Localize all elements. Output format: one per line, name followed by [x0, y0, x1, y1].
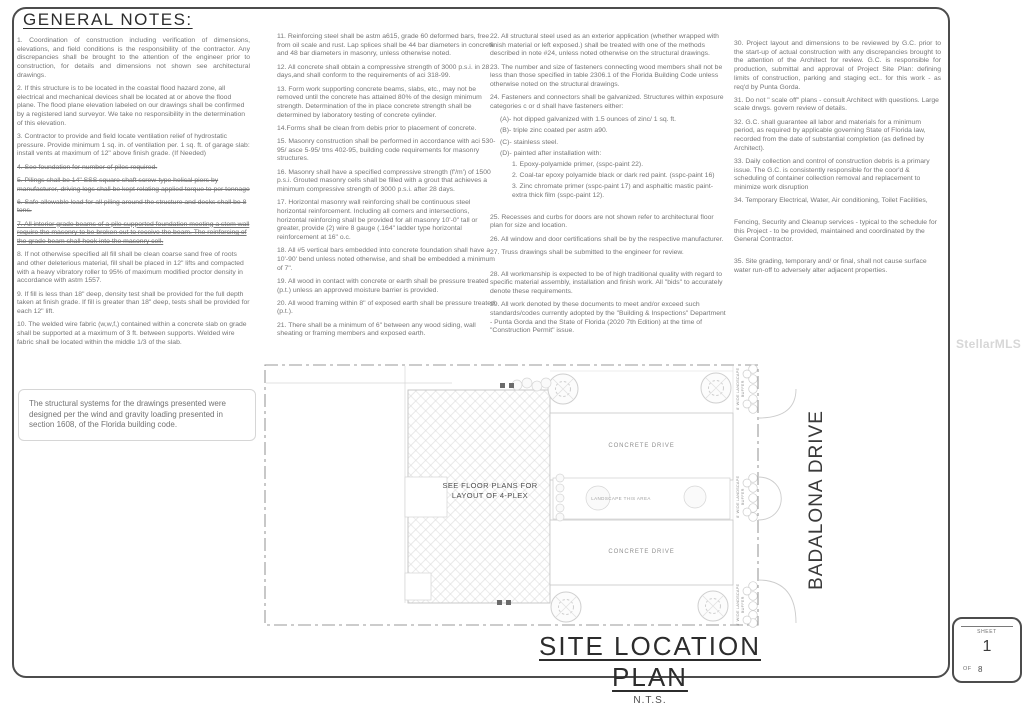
general-note: 2. If this structure is to be located in the coastal flood hazard zone, all electrical and mechanical devices shall be located at or above the flood plane. The flood plane elevation labeled on our drawings shall be confirmed by a registered land surveyor. We take no responsibility in the determination of this elevation. — [17, 85, 246, 127]
general-note: 1. Coordination of construction including verification of dimensions, elevations, and field conditions is the responsibility of the contractor. Any discrepancies shall be brought to the attention of the engineer prior to construction, for details and dimensions not shown see architectural drawings. — [17, 37, 250, 79]
general-note: 25. Recesses and curbs for doors are not shown refer to architectural floor plan for size and location. — [490, 213, 714, 230]
structural-systems-note: The structural systems for the drawings presented were designed per the wind and gravity loading presented in section 1608, of the Florida building code. — [18, 389, 256, 441]
general-note: 28. All workmanship is expected to be of high traditional quality with regard to specific material assembly, installation and finish work. All "bids" to accurately denote these requirements. — [490, 270, 723, 295]
general-note: (B)- triple zinc coated per astm a90. — [500, 127, 608, 135]
general-note: 18. All #5 vertical bars embedded into concrete foundation shall have a 10'-90' bend unless noted otherwise, and shall be embedded a minimum of 7". — [277, 247, 495, 272]
general-note: 3. Contractor to provide and field locate ventilation relief of hydrostatic pressure. Provide minimum 1 sq. in. of ventilation per. 1 sq. ft. of garage slab: install vents at maximum of 12" above finish grade. (If Needed) — [17, 133, 250, 158]
general-note: 32. G.C. shall guarantee all labor and materials for a minimum period, as required by applicable governing State of Florida law, recorded from the date of substantial completion (as defined by Architect). — [734, 118, 926, 152]
general-note: 31. Do not " scale off" plans - consult Architect with questions. Large scale drwgs. govern review of details. — [734, 96, 939, 113]
general-note: 16. Masonry shall have a specified compressive strength (f'/m') of 1500 p.s.i. Grouted masonry cells shall be filled with a grout that achieves a minimum compressive strength of 3000 p.s.i. after 28 days. — [277, 168, 491, 194]
street-name-label: BADALONA DRIVE — [806, 410, 827, 590]
sheet-total: 8 — [978, 665, 983, 674]
general-note: 2. Coal-tar epoxy polyamide black or dark red paint. (sspc-paint 16) — [512, 172, 715, 180]
general-note: 22. All structural steel used as an exterior application (whether wrapped with finish material or left exposed.) shall be treated with one of the methods described in note #24, unless noted otherwise on the structural drawings. — [490, 33, 719, 58]
building-label: SEE FLOOR PLANS FOR LAYOUT OF 4-PLEX — [442, 481, 538, 500]
general-note: 26. All window and door certifications shall be by the respective manufacturer. — [490, 235, 724, 243]
concrete-drive-label-bottom: CONCRETE DRIVE — [608, 549, 675, 555]
general-note: 5. Pilings shall be 14" SSS square shaft screw-type helical piers by manufacturer, driving logs shall be kept relating applied torque to per tonnage — [17, 176, 250, 193]
general-note: 21. There shall be a minimum of 6" between any wood siding, wall sheating or framing members and exposed earth. — [277, 321, 476, 338]
sheet-number: 1 — [982, 638, 992, 655]
general-note: 9. If fill is less than 18" deep, density test shall be provided for the full depth taken at finish grade. If fill is greater than 18" deep, tests shall be provided for each 12" lift. — [17, 290, 250, 315]
general-note: 8. If not otherwise specified all fill shall be clean coarse sand free of roots and other deleterious material, fill shall be placed in 12" lifts and compacted with a heavy vibratory roller to 95% of maximum modified proctor density in accordance with astm 1557. — [17, 251, 244, 285]
general-note: 4. See foundation for number of piles required. — [17, 163, 158, 171]
general-note: 14.Forms shall be clean from debis prior to placement of concrete. — [277, 124, 477, 132]
general-note: 29. All work denoted by these documents to meet and/or exceed such standards/codes currently adopted by the "Building & Inspections" Department - Punta Gorda and the State of Florida (2020 7th Edition) at the time of "Construction Permit" issue. — [490, 301, 726, 335]
general-note: Fencing, Security and Cleanup services - typical to the schedule for this Project - to be provided, maintained and coordinated by the General Contractor. — [734, 218, 937, 244]
landscape-buffer-label-bottom: 8' WIDE LANDSCAPE BUFFER — [735, 583, 745, 626]
general-note: 6. Safe allowable load for all piling around the structure and decks shall be 8 tons. — [17, 198, 247, 215]
general-note: 11. Reinforcing steel shall be astm a615, grade 60 deformed bars, free from oil scale and rust. Lap splices shall be 44 bar diameters in concrete and 48 bar diameters in masonry, unless otherwise noted. — [277, 33, 495, 58]
landscape-buffer-label-middle: 8' WIDE LANDSCAPE BUFFER — [735, 475, 745, 518]
general-notes-title: GENERAL NOTES: — [23, 10, 193, 29]
general-note: 15. Masonry construction shall be performed in accordance with aci 530-95/ asce 5-95/ tms 402-95, building code requirements for masonry structures. — [277, 138, 496, 163]
sheet-number-box — [952, 617, 1022, 683]
notes-column-4 — [734, 40, 941, 280]
general-note: 34. Temporary Electrical, Water, Air conditioning, Toilet Facilities, — [734, 197, 928, 205]
sheet-label: SHEET — [977, 629, 997, 635]
general-note: 19. All wood in contact with concrete or earth shall be pressure treated (p.t.) unless an approved moisture barrier is provided. — [277, 277, 489, 294]
general-note: 30. Project layout and dimensions to be reviewed by G.C. prior to the start-up of actual construction with any discrepancies brought to the attention of the Architect for review. G.C. is responsible for production, submittal and approval of Project Site Plan: defining limits of construction, parking and staging ect.. for this work - as req'd by Punta Gorda. — [734, 40, 941, 91]
general-note: 1. Epoxy-polyamide primer, (sspc-paint 22). — [512, 160, 644, 168]
general-note: 35. Site grading, temporary and/ or final, shall not cause surface water run-off to adversely alter adjacent properties. — [734, 258, 927, 274]
general-note: (D)- painted after installation with: — [500, 149, 602, 157]
sheet-box-rule — [961, 626, 1013, 627]
landscape-buffer-label-top: 8' WIDE LANDSCAPE BUFFER — [735, 367, 745, 410]
plan-title-block — [498, 631, 802, 706]
general-note: 10. The welded wire fabric (w,w,f,) contained within a concrete slab on grade shall be supported at a maximum of 3 ft. between supports. Welded wire fabric shall be located within the middle 1/3 of the slab. — [17, 321, 247, 346]
general-note: 24. Fasteners and connectors shall be galvanized. Structures within exposure categories c or d shall have fasteners either: — [490, 94, 724, 110]
notes-column-1 — [17, 37, 250, 352]
plan-scale-label: N.T.S. — [633, 695, 667, 706]
general-note: 27. Truss drawings shall be submitted to the engineer for review. — [490, 248, 684, 256]
general-note: 33. Daily collection and control of construction debris is a primary issue. The G.C. is consistently responsible for the coor'd & scheduling of container collection removal and replacement to minimize work disruption — [734, 157, 930, 192]
general-note: 23. The number and size of fasteners connecting wood members shall not be less than those specified in table 2306.1 of the Florida Building Code unless otherwise noted on the structural drawings. — [490, 63, 723, 89]
site-plan-title: SITE LOCATION PLAN — [539, 631, 761, 692]
general-note: (A)- hot dipped galvanized with 1.5 ounces of zinc/ 1 sq. ft. — [500, 116, 677, 124]
concrete-drive-label-top: CONCRETE DRIVE — [608, 443, 675, 449]
mls-watermark: StellarMLS — [956, 337, 1022, 351]
general-note: 12. All concrete shall obtain a compressive strength of 3000 p.s.i. in 28 days,and shall conform to the requirements of aci 318-99. — [277, 63, 490, 80]
general-note: (C)- stainless steel. — [500, 138, 559, 146]
general-note: 3. Zinc chromate primer (sspc-paint 17) and asphaltic mastic paint-extra thick film (sspc-paint 12). — [512, 183, 713, 200]
notes-column-3 — [490, 33, 727, 340]
general-note: 13. Form work supporting concrete beams, slabs, etc., may not be removed until the concrete has attained 80% of the design minimum strength. Determination of the in place concrete strength shall be determined by laboratory testing of concrete cylinder. — [277, 85, 482, 119]
general-note: 7. All interior grade beams of a pile supported foundation meeting a stem wall require the masonry to be broken out to receive the beam. The reinforcing of the grade beam shall hook into the masonry cell. — [17, 220, 250, 246]
general-note: 17. Horizontal masonry wall reinforcing shall be continuous steel horizontal reinforcement. Including all corners and intersections, horizontal reinforcing shall be provided for all masonry 10'-0" tall or greater, provide (2) wire 8 gauge (.164" ladder type horizontal reinforcement at 16" o.c. — [277, 199, 478, 242]
notes-column-2 — [277, 33, 496, 344]
sheet-of-label: OF — [963, 666, 972, 672]
general-note: 20. All wood framing within 8" of exposed earth shall be pressure treated (p.t.). — [277, 299, 495, 316]
landscape-area-label: LANDSCAPE THIS AREA — [591, 496, 651, 501]
